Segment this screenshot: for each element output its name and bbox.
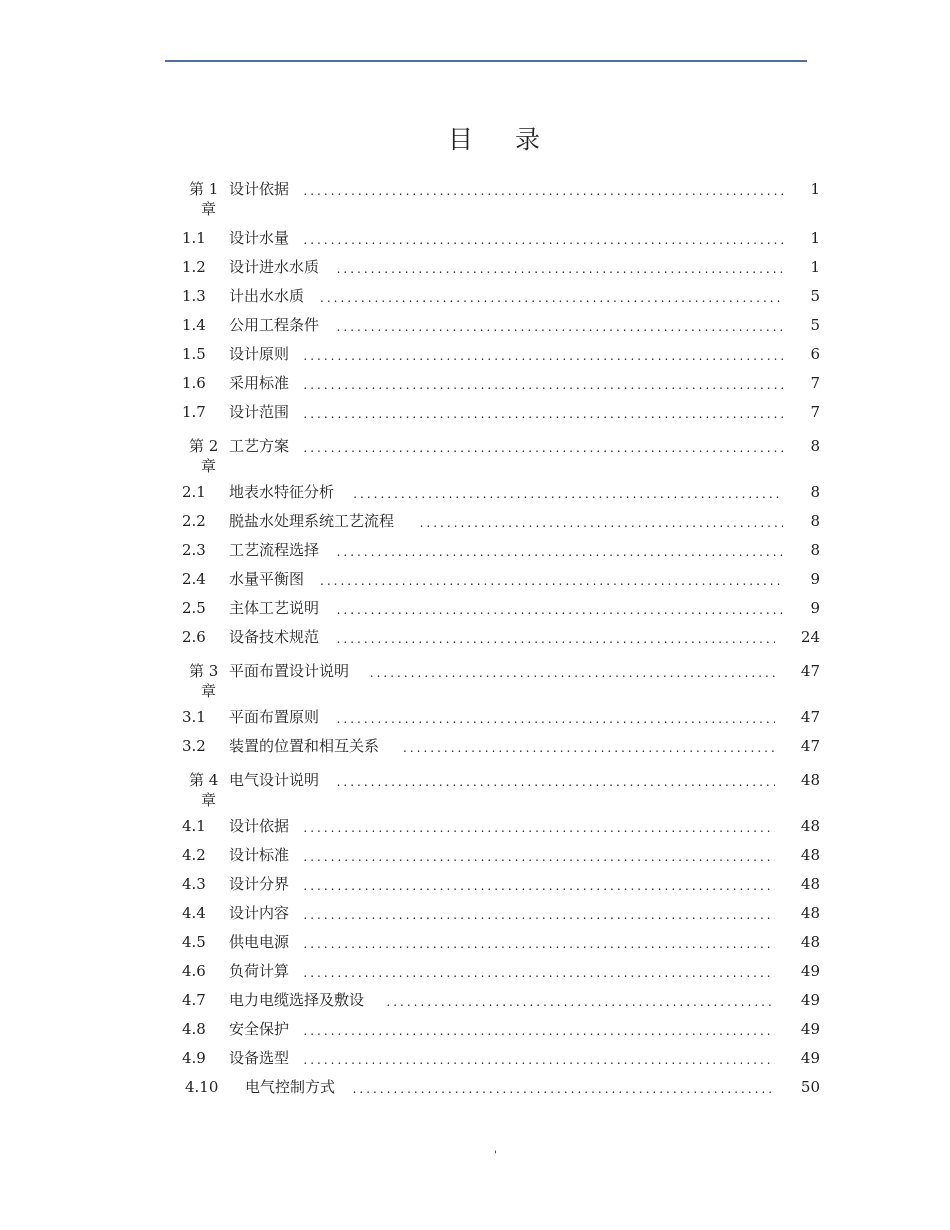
toc-label: 地表水特征分析 xyxy=(229,483,335,501)
toc-leader-dots xyxy=(337,630,775,648)
toc-section-row[interactable] xyxy=(0,628,950,652)
toc-section-row[interactable] xyxy=(0,991,950,1015)
toc-number: 2.6 xyxy=(182,628,206,646)
toc-section-row[interactable] xyxy=(0,599,950,623)
toc-leader-dots xyxy=(337,773,775,791)
toc-page-number: 8 xyxy=(810,541,820,559)
toc-leader-dots xyxy=(303,906,775,924)
toc-page-number: 50 xyxy=(800,1078,820,1096)
toc-leader-dots xyxy=(337,710,775,728)
toc-number: 1.4 xyxy=(182,316,206,334)
toc-page-number: 47 xyxy=(800,737,820,755)
toc-page-number: 9 xyxy=(810,599,820,617)
toc-label: 供电电源 xyxy=(229,933,290,951)
toc-section-row[interactable] xyxy=(0,962,950,986)
toc-section-row[interactable] xyxy=(0,541,950,565)
toc-leader-dots xyxy=(303,405,783,423)
toc-leader-dots xyxy=(337,318,783,336)
toc-page-number: 6 xyxy=(810,345,820,363)
toc-label: 设计进水水质 xyxy=(229,258,320,276)
toc-page-number: 48 xyxy=(800,904,820,922)
toc-section-row[interactable] xyxy=(0,875,950,899)
toc-section-row[interactable] xyxy=(0,483,950,507)
toc-chapter-row[interactable] xyxy=(0,180,950,218)
toc-section-row[interactable] xyxy=(0,1049,950,1073)
toc-label: 脱盐水处理系统工艺流程 xyxy=(229,512,395,530)
toc-number-suffix: 章 xyxy=(201,682,217,700)
toc-label: 工艺方案 xyxy=(229,437,290,455)
toc-chapter-row[interactable] xyxy=(0,437,950,475)
toc-number: 2.1 xyxy=(182,483,206,501)
toc-label: 装置的位置和相互关系 xyxy=(229,737,380,755)
toc-leader-dots xyxy=(303,347,783,365)
toc-page-number: 1 xyxy=(810,258,820,276)
toc-leader-dots xyxy=(337,260,783,278)
toc-page-number: 47 xyxy=(800,662,820,680)
toc-number: 3.2 xyxy=(182,737,206,755)
toc-label: 电气控制方式 xyxy=(245,1078,336,1096)
toc-leader-dots xyxy=(303,376,783,394)
toc-leader-dots xyxy=(320,572,783,590)
toc-page-number: 48 xyxy=(800,875,820,893)
toc-label: 采用标准 xyxy=(229,374,290,392)
toc-label: 平面布置设计说明 xyxy=(229,662,350,680)
toc-section-row[interactable] xyxy=(0,512,950,536)
toc-page-number: 7 xyxy=(810,374,820,392)
title-char-1: 目 xyxy=(447,125,475,154)
toc-section-row[interactable] xyxy=(0,258,950,282)
toc-section-row[interactable] xyxy=(0,1078,950,1102)
toc-page-number: 48 xyxy=(800,817,820,835)
footer-mark: ' xyxy=(494,1150,497,1161)
toc-leader-dots xyxy=(303,439,783,457)
toc-section-row[interactable] xyxy=(0,708,950,732)
toc-number: 4.2 xyxy=(182,846,206,864)
toc-section-row[interactable] xyxy=(0,345,950,369)
toc-page-number: 5 xyxy=(810,287,820,305)
toc-number: 4.1 xyxy=(182,817,206,835)
toc-section-row[interactable] xyxy=(0,933,950,957)
toc-label: 设计分界 xyxy=(229,875,290,893)
toc-section-row[interactable] xyxy=(0,817,950,841)
toc-number: 第 4 章 xyxy=(189,771,219,809)
toc-label: 设计水量 xyxy=(229,229,290,247)
toc-page-number: 1 xyxy=(810,180,820,198)
toc-label: 设计依据 xyxy=(229,180,290,198)
toc-number: 3.1 xyxy=(182,708,206,726)
toc-number: 2.5 xyxy=(182,599,206,617)
toc-label: 设计标准 xyxy=(229,846,290,864)
toc-leader-dots xyxy=(320,289,783,307)
toc-number: 4.8 xyxy=(182,1020,206,1038)
toc-leader-dots xyxy=(303,935,775,953)
toc-page-number: 49 xyxy=(800,1020,820,1038)
toc-page-number: 8 xyxy=(810,483,820,501)
toc-label: 设计依据 xyxy=(229,817,290,835)
toc-label: 设备技术规范 xyxy=(229,628,320,646)
toc-label: 公用工程条件 xyxy=(229,316,320,334)
toc-label: 工艺流程选择 xyxy=(229,541,320,559)
toc-number: 4.3 xyxy=(182,875,206,893)
toc-section-row[interactable] xyxy=(0,316,950,340)
title-char-2: 录 xyxy=(515,125,543,154)
toc-number: 1.7 xyxy=(182,403,206,421)
toc-leader-dots xyxy=(303,1051,775,1069)
toc-number: 第 1 章 xyxy=(189,180,219,218)
toc-label: 平面布置原则 xyxy=(229,708,320,726)
toc-label: 主体工艺说明 xyxy=(229,599,320,617)
toc-section-row[interactable] xyxy=(0,904,950,928)
toc-page-number: 5 xyxy=(810,316,820,334)
toc-label: 电力电缆选择及敷设 xyxy=(229,991,365,1009)
toc-chapter-row[interactable] xyxy=(0,662,950,700)
toc-leader-dots xyxy=(303,231,783,249)
toc-page-number: 8 xyxy=(810,512,820,530)
toc-leader-dots xyxy=(303,848,775,866)
toc-number-suffix: 章 xyxy=(201,791,217,809)
toc-leader-dots xyxy=(303,877,775,895)
toc-page-number: 49 xyxy=(800,962,820,980)
toc-leader-dots xyxy=(353,1080,775,1098)
toc-number: 1.2 xyxy=(182,258,206,276)
toc-label: 设计范围 xyxy=(229,403,290,421)
toc-number: 1.5 xyxy=(182,345,206,363)
toc-label: 设备选型 xyxy=(229,1049,290,1067)
toc-page-number: 48 xyxy=(800,771,820,789)
toc-number: 第 3 章 xyxy=(189,662,219,700)
toc-number: 1.6 xyxy=(182,374,206,392)
toc-number: 4.5 xyxy=(182,933,206,951)
toc-label: 计出水水质 xyxy=(229,287,305,305)
toc-number: 4.9 xyxy=(182,1049,206,1067)
toc-section-row[interactable] xyxy=(0,846,950,870)
toc-number: 2.4 xyxy=(182,570,206,588)
toc-section-row[interactable] xyxy=(0,1020,950,1044)
toc-section-row[interactable] xyxy=(0,570,950,594)
toc-number: 4.7 xyxy=(182,991,206,1009)
toc-label: 安全保护 xyxy=(229,1020,290,1038)
toc-number-suffix: 章 xyxy=(201,200,217,218)
toc-section-row[interactable] xyxy=(0,403,950,427)
toc-label: 电气设计说明 xyxy=(229,771,320,789)
toc-page-number: 7 xyxy=(810,403,820,421)
toc-number: 2.2 xyxy=(182,512,206,530)
toc-number: 1.3 xyxy=(182,287,206,305)
toc-section-row[interactable] xyxy=(0,737,950,761)
toc-page-number: 9 xyxy=(810,570,820,588)
toc-number-suffix: 章 xyxy=(201,457,217,475)
toc-leader-dots xyxy=(386,993,775,1011)
toc-number: 2.3 xyxy=(182,541,206,559)
toc-section-row[interactable] xyxy=(0,374,950,398)
toc-leader-dots xyxy=(303,182,783,200)
toc-section-row[interactable] xyxy=(0,287,950,311)
toc-page-number: 49 xyxy=(800,1049,820,1067)
toc-number: 4.6 xyxy=(182,962,206,980)
toc-page-number: 48 xyxy=(800,846,820,864)
toc-page-number: 8 xyxy=(810,437,820,455)
toc-page-number: 24 xyxy=(800,628,820,646)
toc-leader-dots xyxy=(370,664,775,682)
toc-leader-dots xyxy=(337,601,783,619)
toc-page-number: 48 xyxy=(800,933,820,951)
toc-label: 设计原则 xyxy=(229,345,290,363)
toc-label: 负荷计算 xyxy=(229,962,290,980)
toc-number: 4.4 xyxy=(182,904,206,922)
toc-leader-dots xyxy=(303,1022,775,1040)
toc-leader-dots xyxy=(303,819,775,837)
toc-leader-dots xyxy=(303,964,775,982)
toc-leader-dots xyxy=(403,739,775,757)
toc-leader-dots xyxy=(420,514,783,532)
toc-page-number: 1 xyxy=(810,229,820,247)
toc-chapter-row[interactable] xyxy=(0,771,950,809)
toc-leader-dots xyxy=(337,543,783,561)
toc-section-row[interactable] xyxy=(0,229,950,253)
toc-leader-dots xyxy=(353,485,783,503)
toc-page-number: 49 xyxy=(800,991,820,1009)
toc-number: 1.1 xyxy=(182,229,206,247)
toc-number: 4.10 xyxy=(185,1078,219,1096)
toc-label: 水量平衡图 xyxy=(229,570,305,588)
toc-page-number: 47 xyxy=(800,708,820,726)
toc-label: 设计内容 xyxy=(229,904,290,922)
toc-number: 第 2 章 xyxy=(189,437,219,475)
